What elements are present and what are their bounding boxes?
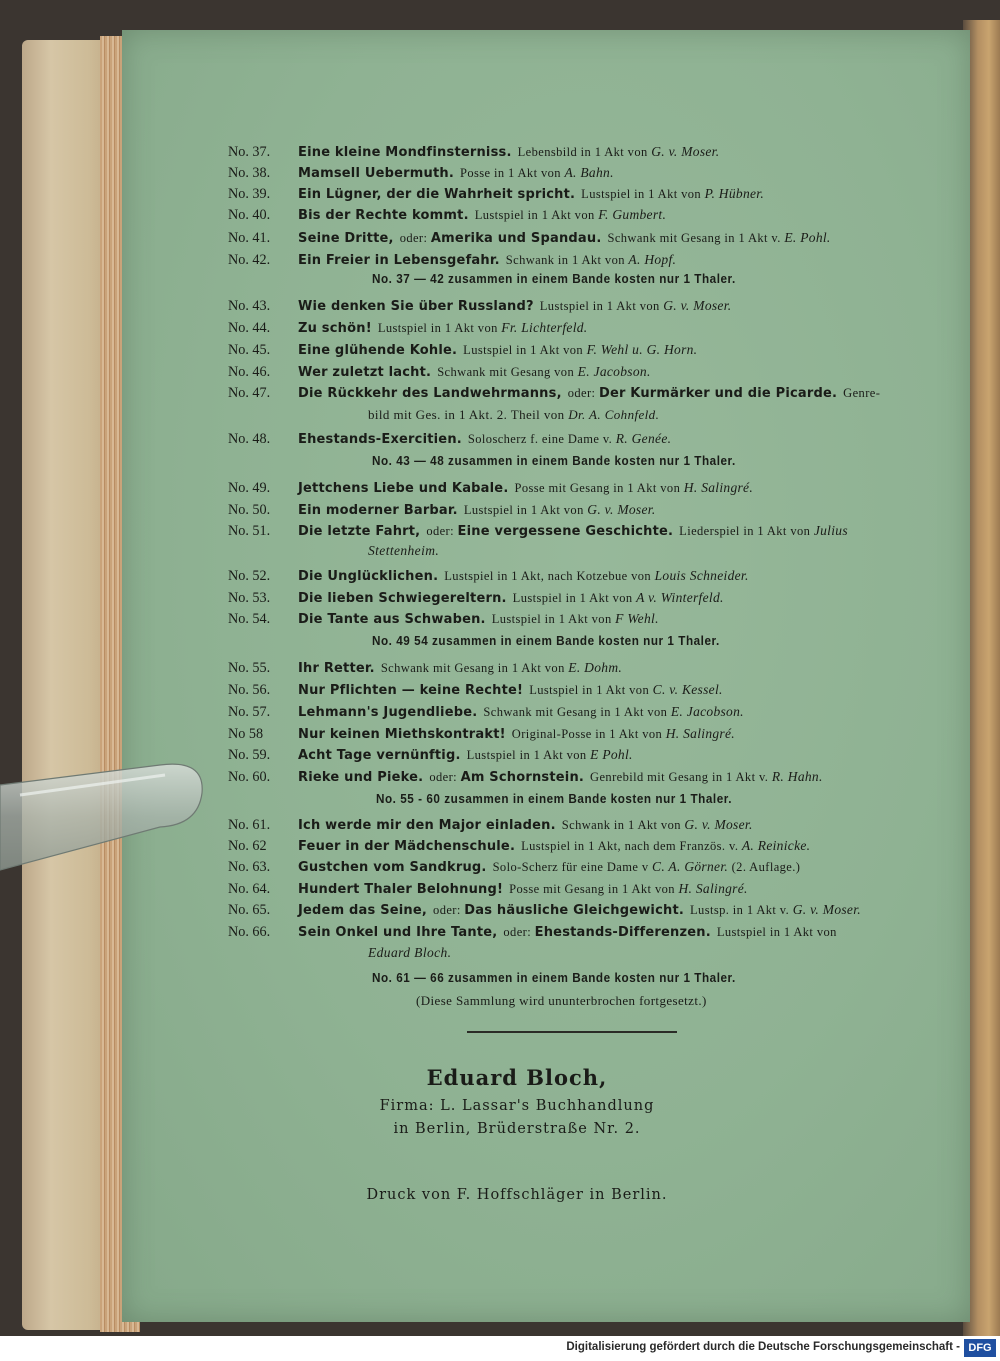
entry-author: H. Salingré. <box>683 480 754 495</box>
catalog-entry <box>228 228 831 248</box>
entry-number: No. 66. <box>228 924 271 940</box>
entry-title-alt: Am Schornstein. <box>460 770 585 785</box>
entry-number: No. 49. <box>228 480 271 496</box>
entry-author: E. Jacobson. <box>670 704 744 719</box>
catalog-entry <box>228 857 800 877</box>
entry-description: Schwank in 1 Akt von <box>505 253 625 267</box>
catalog-entry <box>228 836 810 856</box>
entry-author: E Pohl. <box>590 747 633 762</box>
entry-title: Feuer in der Mädchenschule. <box>298 839 516 854</box>
dfg-logo: DFG <box>964 1339 996 1357</box>
entry-number: No. 44. <box>228 320 271 336</box>
entry-title: Zu schön! <box>298 321 372 336</box>
entry-continuation: Eduard Bloch. <box>368 945 452 960</box>
entry-author: Louis Schneider. <box>654 568 749 583</box>
entry-description: oder: <box>567 386 596 400</box>
entry-number: No. 39. <box>228 186 271 202</box>
catalog-entry <box>228 384 880 403</box>
entry-title: Hundert Thaler Belohnung! <box>298 882 504 897</box>
entry-description: Genre- <box>843 386 881 400</box>
entry-title: Ein Freier in Lebensgefahr. <box>298 253 500 268</box>
printer-line: Druck von F. Hoffschläger in Berlin. <box>366 1187 668 1203</box>
entry-number: No. 60. <box>228 769 271 785</box>
entry-author: G. v. Moser. <box>651 144 720 159</box>
entry-title-alt: Ehestands-Differenzen. <box>534 925 711 940</box>
glass-paperweight-icon <box>0 755 210 875</box>
entry-author: C. v. Kessel. <box>652 682 723 697</box>
entry-number: No. 40. <box>228 207 271 223</box>
entry-title-alt: Das häusliche Gleichgewicht. <box>464 903 685 918</box>
entry-title: Mamsell Uebermuth. <box>298 166 454 181</box>
catalog-entry <box>228 609 659 629</box>
entry-author: G. v. Moser. <box>684 817 753 832</box>
entry-author: A. Reinicke. <box>741 838 811 853</box>
entry-description: Schwank mit Gesang in 1 Akt von <box>483 705 668 719</box>
catalog-entry <box>228 362 651 382</box>
price-summary: No. 55 - 60 zusammen in einem Bande kosten nur 1 Thaler. <box>376 791 732 806</box>
entry-description: Lebensbild in 1 Akt von <box>517 145 648 159</box>
footer-credit: Digitalisierung gefördert durch die Deutsche Forschungsgemeinschaft - <box>566 1341 960 1353</box>
entry-title-alt: Amerika und Spandau. <box>430 231 602 246</box>
entry-title: Die letzte Fahrt, <box>298 524 421 539</box>
entry-author: F. Wehl u. G. Horn. <box>586 342 698 357</box>
entry-number: No. 38. <box>228 165 271 181</box>
entry-description: Schwank mit Gesang in 1 Akt von <box>380 661 565 675</box>
entry-author: E. Jacobson. <box>577 364 651 379</box>
entry-author: A. Bahn. <box>564 165 614 180</box>
catalog-entry <box>228 923 837 942</box>
entry-description: Lustspiel in 1 Akt von <box>463 343 584 357</box>
price-summary: No. 49 54 zusammen in einem Bande kosten nur 1 Thaler. <box>372 633 720 648</box>
entry-author: G. v. Moser. <box>792 902 861 917</box>
entry-description: Liederspiel in 1 Akt von <box>679 524 811 538</box>
entry-description: Schwank mit Gesang in 1 Akt v. <box>607 231 781 245</box>
entry-number: No. 52. <box>228 568 271 584</box>
entry-number: No. 57. <box>228 704 271 720</box>
entry-title-alt: Der Kurmärker und die Picarde. <box>598 386 838 401</box>
entry-description: Lustspiel in 1 Akt, nach dem Französ. v. <box>521 839 739 853</box>
catalog-entry <box>228 184 764 204</box>
entry-description: Original-Posse in 1 Akt von <box>511 727 663 741</box>
entry-description: Solo-Scherz für eine Dame v <box>492 860 649 874</box>
entry-number: No. 43. <box>228 298 271 314</box>
entry-title: Jedem das Seine, <box>298 903 428 918</box>
entry-title: Die Tante aus Schwaben. <box>298 612 486 627</box>
entry-number: No. 63. <box>228 859 271 875</box>
catalog-entry <box>228 296 731 316</box>
catalog-entry <box>228 500 656 520</box>
catalog-entry <box>228 767 823 787</box>
entry-title: Die Rückkehr des Landwehrmanns, <box>298 386 562 401</box>
catalog-entry <box>228 250 676 270</box>
entry-title: Jettchens Liebe und Kabale. <box>298 481 509 496</box>
entry-title: Ihr Retter. <box>298 661 375 676</box>
entry-description: Soloscherz f. eine Dame v. <box>467 432 613 446</box>
entry-author: G. v. Moser. <box>663 298 732 313</box>
entry-number: No. 45. <box>228 342 271 358</box>
entry-author: P. Hübner. <box>704 186 765 201</box>
catalog-entry <box>228 724 735 744</box>
catalog-entry <box>228 163 614 183</box>
entry-continuation <box>368 407 659 423</box>
catalog-entry <box>228 205 666 225</box>
entry-description: Lustspiel in 1 Akt, nach Kotzebue von <box>444 569 652 583</box>
entry-number: No. 65. <box>228 902 271 918</box>
catalog-entry <box>228 429 671 449</box>
entry-author: A. Hopf. <box>628 252 677 267</box>
entry-title: Sein Onkel und Ihre Tante, <box>298 925 498 940</box>
entry-author: Fr. Lichterfeld. <box>501 320 588 335</box>
entry-number: No. 50. <box>228 502 271 518</box>
entry-title: Gustchen vom Sandkrug. <box>298 860 487 875</box>
entry-description: Genrebild mit Gesang in 1 Akt v. <box>590 770 769 784</box>
entry-description: Schwank in 1 Akt von <box>561 818 681 832</box>
entry-author: G. v. Moser. <box>587 502 656 517</box>
entry-title: Die lieben Schwiegereltern. <box>298 591 507 606</box>
entry-description: Lustspiel in 1 Akt von <box>512 591 633 605</box>
entry-author: H. Salingré. <box>665 726 735 741</box>
catalog-entry <box>228 318 587 338</box>
entry-author: E. Dohm. <box>568 660 623 675</box>
entry-number: No. 37. <box>228 144 271 160</box>
entry-title: Ein Lügner, der die Wahrheit spricht. <box>298 187 576 202</box>
entry-continuation: Stettenheim. <box>368 543 440 558</box>
entry-author: F. Gumbert. <box>598 207 667 222</box>
catalog-entry <box>228 658 622 678</box>
publisher-firm: Firma: L. Lassar's Buchhandlung <box>379 1098 655 1114</box>
series-note: (Diese Sammlung wird ununterbrochen fortgesetzt.) <box>416 993 707 1008</box>
entry-number: No. 54. <box>228 611 271 627</box>
entry-number: No. 51. <box>228 523 271 539</box>
entry-number: No. 64. <box>228 881 271 897</box>
entry-description: Lustspiel in 1 Akt von <box>377 321 498 335</box>
publisher-name: Eduard Bloch, <box>426 1065 608 1090</box>
entry-title: Seine Dritte, <box>298 231 394 246</box>
entry-number: No 58 <box>228 726 264 742</box>
entry-description: Lustspiel in 1 Akt von <box>716 925 837 939</box>
entry-description: Lustspiel in 1 Akt von <box>463 503 584 517</box>
entry-author: E. Pohl. <box>784 230 831 245</box>
entry-title: Ich werde mir den Major einladen. <box>298 818 556 833</box>
catalog-entry <box>228 680 723 700</box>
catalog-entry <box>228 340 697 360</box>
entry-title: Lehmann's Jugendliebe. <box>298 705 478 720</box>
entry-title: Nur Pflichten — keine Rechte! <box>298 683 524 698</box>
entry-description: Lustspiel in 1 Akt von <box>529 683 650 697</box>
entry-number: No. 61. <box>228 817 271 833</box>
entry-author: A v. Winterfeld. <box>636 590 724 605</box>
entry-number: No. 48. <box>228 431 271 447</box>
entry-title: Eine glühende Kohle. <box>298 343 458 358</box>
entry-number: No. 55. <box>228 660 271 676</box>
entry-author: C. A. Görner. <box>652 859 729 874</box>
entry-title: Ein moderner Barbar. <box>298 503 458 518</box>
price-summary: No. 43 — 48 zusammen in einem Bande kosten nur 1 Thaler. <box>372 453 736 468</box>
catalog-entry <box>228 815 753 835</box>
entry-description: oder: <box>503 925 532 939</box>
entry-number: No. 53. <box>228 590 271 606</box>
entry-description: Lustspiel in 1 Akt von <box>466 748 587 762</box>
entry-number: No. 59. <box>228 747 271 763</box>
entry-title: Wie denken Sie über Russland? <box>298 299 534 314</box>
entry-author: R. Hahn. <box>771 769 823 784</box>
entry-number: No. 41. <box>228 230 271 246</box>
entry-description: Schwank mit Gesang von <box>437 365 575 379</box>
entry-description: Lustsp. in 1 Akt v. <box>690 903 790 917</box>
entry-description: Posse in 1 Akt von <box>459 166 561 180</box>
entry-description: Lustspiel in 1 Akt von <box>474 208 595 222</box>
entry-description: Posse mit Gesang in 1 Akt von <box>509 882 675 896</box>
catalog-entry <box>228 566 749 586</box>
entry-author: Dr. A. Cohnfeld. <box>568 407 660 422</box>
entry-number: No. 62 <box>228 838 267 854</box>
entry-edition: (2. Auflage.) <box>731 860 801 874</box>
divider-rule <box>467 1031 677 1033</box>
entry-number: No. 47. <box>228 385 271 401</box>
entry-title: Nur keinen Miethskontrakt! <box>298 727 506 742</box>
entry-author: Julius <box>813 523 848 538</box>
catalog-entry <box>228 478 753 498</box>
entry-description: Posse mit Gesang in 1 Akt von <box>514 481 681 495</box>
entry-title: Bis der Rechte kommt. <box>298 208 469 223</box>
entry-description: oder: <box>399 231 428 245</box>
entry-title: Ehestands-Exercitien. <box>298 432 462 447</box>
catalog-entry <box>228 745 633 765</box>
entry-author: H. Salingré. <box>678 881 748 896</box>
entry-description: Lustspiel in 1 Akt von <box>581 187 702 201</box>
entry-title: Rieke und Pieke. <box>298 770 424 785</box>
entry-description: oder: <box>426 524 454 538</box>
catalog-entry <box>228 588 724 608</box>
price-summary: No. 37 — 42 zusammen in einem Bande kosten nur 1 Thaler. <box>372 271 736 286</box>
entry-title: Eine kleine Mondfinsterniss. <box>298 145 512 160</box>
entry-author: R. Genée. <box>615 431 672 446</box>
entry-title: Wer zuletzt lacht. <box>298 365 432 380</box>
publisher-address: in Berlin, Brüderstraße Nr. 2. <box>393 1121 641 1137</box>
entry-description: oder: <box>429 770 458 784</box>
entry-title: Die Unglücklichen. <box>298 569 439 584</box>
continuation-text: bild mit Ges. in 1 Akt. 2. Theil von <box>368 407 565 422</box>
entry-title-alt: Eine vergessene Geschichte. <box>457 524 674 539</box>
catalog-entry <box>228 702 744 722</box>
catalog-entry <box>228 900 861 920</box>
entry-number: No. 42. <box>228 252 271 268</box>
entry-author: F Wehl. <box>615 611 659 626</box>
price-summary: No. 61 — 66 zusammen in einem Bande kosten nur 1 Thaler. <box>372 970 736 985</box>
catalog-entry <box>228 879 748 899</box>
entry-number: No. 46. <box>228 364 271 380</box>
entry-number: No. 56. <box>228 682 271 698</box>
catalog-entry <box>228 142 719 162</box>
entry-description: Lustspiel in 1 Akt von <box>491 612 612 626</box>
catalog-entry <box>228 521 848 541</box>
entry-title: Acht Tage vernünftig. <box>298 748 461 763</box>
entry-description: Lustspiel in 1 Akt von <box>539 299 660 313</box>
entry-description: oder: <box>433 903 461 917</box>
